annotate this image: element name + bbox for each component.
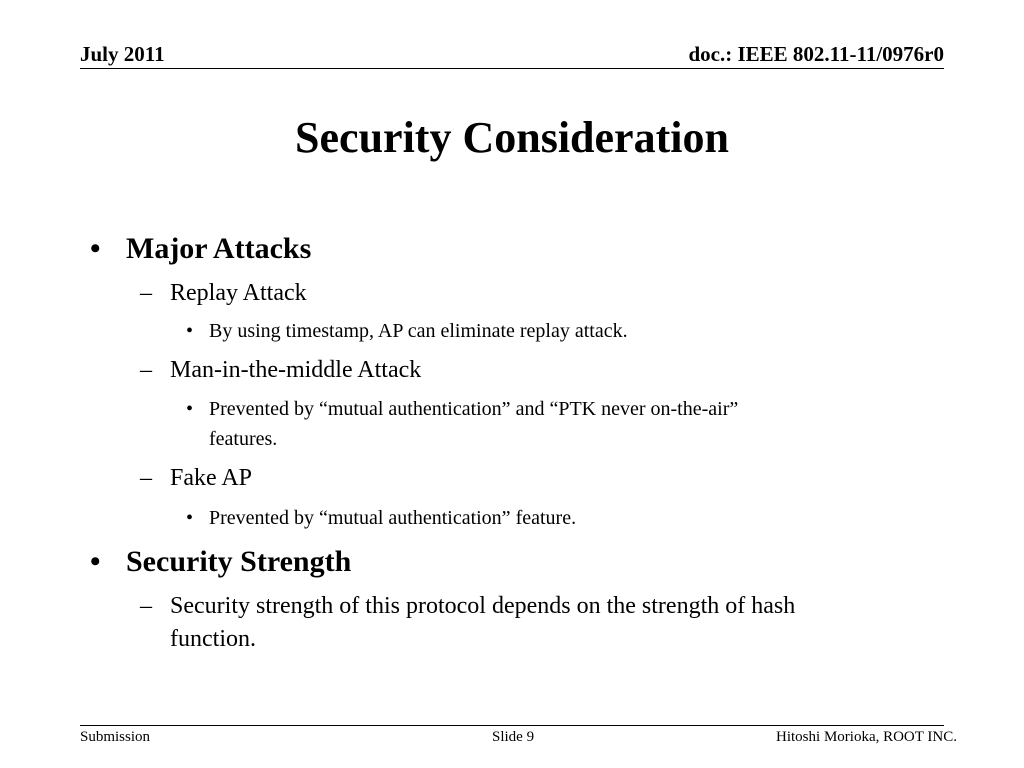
slide-title: Security Consideration [295, 113, 729, 162]
footer-submission: Submission [80, 729, 151, 745]
bullet-icon: • [186, 320, 194, 342]
detail-fake-ap: Prevented by “mutual authentication” feature. [209, 507, 577, 529]
dash-icon: – [140, 593, 152, 619]
item-replay-attack: Replay Attack [170, 280, 307, 306]
footer-author: Hitoshi Morioka, ROOT INC. [776, 729, 957, 745]
dash-icon: – [140, 280, 152, 306]
item-strength-line1: Security strength of this protocol depends on the strength of hash [170, 593, 796, 619]
bullet-icon: • [90, 232, 101, 265]
detail-mitm-line2: features. [209, 428, 278, 450]
dash-icon: – [140, 357, 152, 383]
item-mitm-attack: Man-in-the-middle Attack [170, 357, 422, 383]
item-strength-line2: function. [170, 626, 256, 652]
bullet-icon: • [90, 545, 101, 578]
footer-divider [80, 725, 944, 726]
dash-icon: – [140, 465, 152, 491]
bullet-icon: • [186, 398, 194, 420]
bullet-icon: • [186, 507, 194, 529]
header-date: July 2011 [80, 42, 165, 66]
detail-mitm-line1: Prevented by “mutual authentication” and “PTK never on-the-air” [209, 398, 739, 420]
section-heading-security-strength: Security Strength [126, 545, 352, 578]
section-heading-major-attacks: Major Attacks [126, 232, 312, 265]
footer-slide-number: Slide 9 [492, 729, 535, 745]
detail-replay-attack: By using timestamp, AP can eliminate replay attack. [209, 320, 628, 342]
item-fake-ap: Fake AP [170, 465, 253, 491]
header-doc-id: doc.: IEEE 802.11-11/0976r0 [688, 42, 944, 66]
